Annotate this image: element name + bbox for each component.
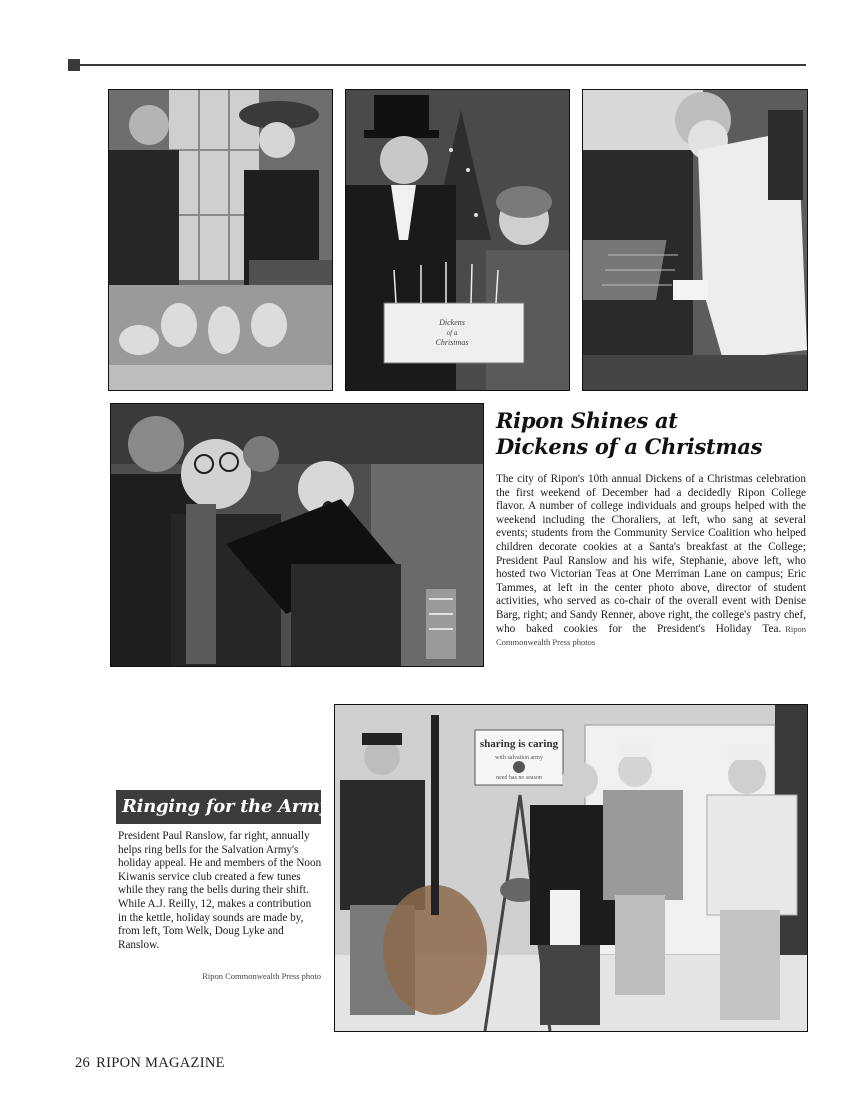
article-body-text: The city of Ripon's 10th annual Dickens of a Christmas celebration the first weekend of December had a decidedly Ripon College flavor. A number of college individuals and groups helped with the weekend including the Choraliers, at left, who sang at several events; students from the Community Service Coalition who helped children decorate cookies at a Santa's breakfast at the College; President Paul Ranslow and his wife, Stephanie, above left, who hosted two Victorian Teas at One Merriman Lane on campus; Eric Tammes, at left in the center photo above, director of student activities, who served as co-chair of the overall event with Denise Barg, right; and Sandy Renner, above right, the college's pastry chef, who baked cookies for the President's Holiday Tea. xyxy=(496,473,806,635)
sign-title: sharing is caring xyxy=(479,738,559,750)
headline-line-2: Dickens of a Christmas xyxy=(496,434,763,459)
photo-bell-ringers xyxy=(334,704,808,1032)
photo-cake-cochairs xyxy=(345,89,570,391)
cake-text-line1: Dickens xyxy=(439,318,465,327)
sign-bottom: need has no season xyxy=(496,775,542,781)
page-folio xyxy=(75,1055,225,1072)
article-headline xyxy=(496,408,806,460)
page-number: 26 xyxy=(75,1055,91,1071)
sidebar-photo-credit: Ripon Commonwealth Press photo xyxy=(202,971,321,981)
photo-victorian-tea xyxy=(108,89,333,391)
cake-text-line3: Christmas xyxy=(435,338,469,347)
sign-subtitle: with salvation army xyxy=(495,755,543,761)
headline-line-1: Ripon Shines at xyxy=(496,408,678,433)
header-rule xyxy=(80,64,806,66)
cake-text-line2: of a xyxy=(446,329,458,337)
sidebar-body: President Paul Ranslow, far right, annually helps ring bells for the Salvation Army's holiday appeal. He and members of the Noon Kiwanis service club created a few tunes while they rang the bells during their shift. While A.J. Reilly, 12, makes a contribution in the kettle, holiday sounds are made by, from left, Tom Welk, Doug Lyke and Ranslow. xyxy=(118,830,322,951)
article-photo-credit: Ripon Commonwealth Press photos xyxy=(496,623,806,648)
header-rule-marker xyxy=(68,59,80,71)
photo-pastry-chef xyxy=(582,89,808,391)
publication-name: RIPON MAGAZINE xyxy=(96,1055,225,1071)
article-body xyxy=(496,473,806,650)
photo-choraliers xyxy=(110,403,484,667)
sidebar-title: Ringing for the Army xyxy=(122,796,330,817)
